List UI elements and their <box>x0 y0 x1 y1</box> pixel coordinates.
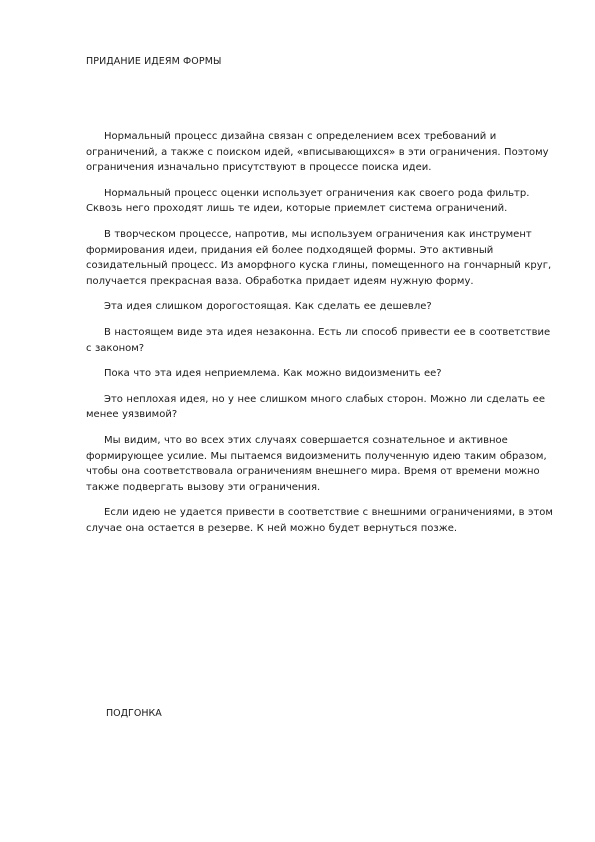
document-body <box>86 129 558 546</box>
paragraph-weak-points: Это неплохая идея, но у нее слишком много слабых сторон. Можно ли сделать ее менее уязвимой? <box>86 393 545 421</box>
paragraph-shaping-effort: Мы видим, что во всех этих случаях совершается сознательное и активное формирующее усилие. Мы пытаемся видоизменить полученную идею таким образом, чтобы она соответствовала ограничениям внешнего мира. Время от времени можно также подвергать вызову эти ограничения. <box>86 434 547 493</box>
paragraph-reserve: Если идею не удается привести в соответствие с внешними ограничениями, в этом случае она остается в резерве. К ней можно будет вернуться позже. <box>86 507 553 534</box>
paragraph-creative-process: В творческом процессе, напротив, мы используем ограничения как инструмент формирования идеи, придания ей более подходящей формы. Это активный созидательный процесс. Из аморфного куска глины, помещенного на гончарный круг, получается прекрасная ваза. Обработка придает идеям нужную форму. <box>86 228 552 287</box>
section-heading-fitting: ПОДГОНКА <box>106 708 162 719</box>
paragraph-design-process: Нормальный процесс дизайна связан с определением всех требований и ограничений, а также с поиском идей, «вписывающихся» в эти ограничения. Поэтому ограничения изначально присутствуют в процессе поиска идеи. <box>86 131 549 174</box>
paragraph-evaluation-process: Нормальный процесс оценки использует ограничения как своего рода фильтр. Сквозь него проходят лишь те идеи, которые приемлет система ограничений. <box>86 187 530 215</box>
paragraph-too-expensive: Эта идея слишком дорогостоящая. Как сделать ее дешевле? <box>104 301 432 313</box>
paragraph-unacceptable-idea: Пока что эта идея неприемлема. Как можно видоизменить ее? <box>104 368 442 380</box>
document-title: ПРИДАНИЕ ИДЕЯМ ФОРМЫ <box>86 56 222 67</box>
paragraph-illegal-idea: В настоящем виде эта идея незаконна. Есть ли способ привести ее в соответствие с законом? <box>86 326 551 354</box>
